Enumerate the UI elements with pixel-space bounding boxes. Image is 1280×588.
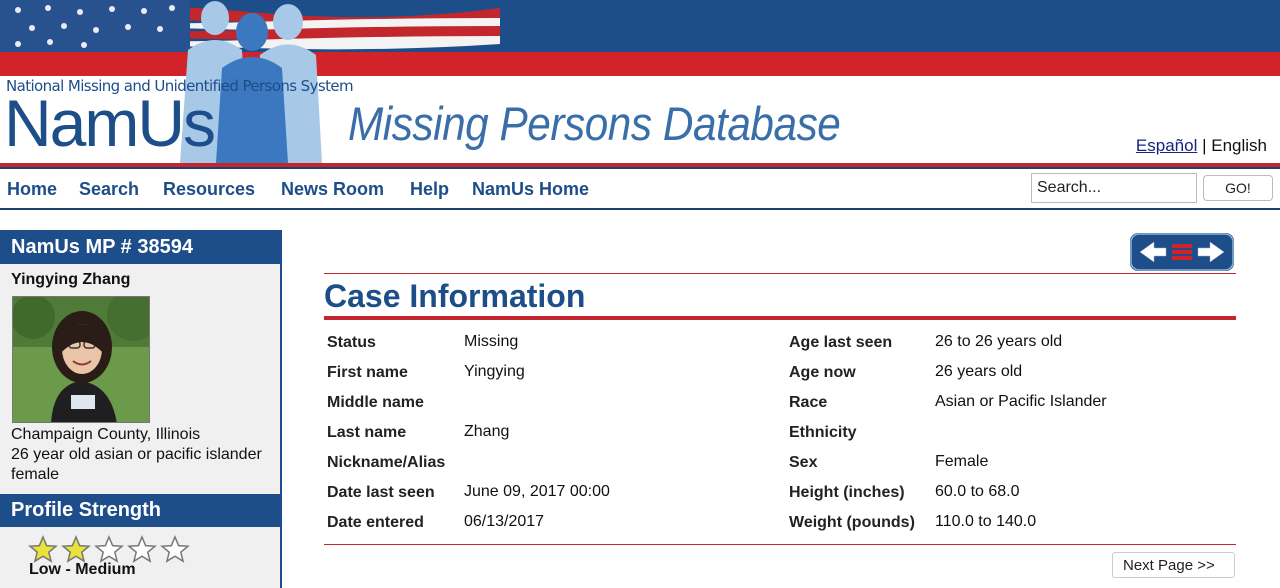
field-label: Middle name xyxy=(327,394,424,411)
language-switcher xyxy=(1136,136,1267,156)
nav-help[interactable]: Help xyxy=(410,179,450,199)
star-empty-icon xyxy=(126,535,158,563)
case-top-rule xyxy=(324,273,1236,274)
field-label: Nickname/Alias xyxy=(327,454,446,471)
nav-search[interactable]: Search xyxy=(79,179,140,199)
lang-espanol-link[interactable]: Español xyxy=(1135,136,1198,155)
field-label: Age now xyxy=(789,364,856,381)
photo-image xyxy=(13,297,150,423)
nav-divider xyxy=(0,208,1280,210)
person-location: Champaign County, Illinois xyxy=(11,426,201,443)
field-value: Yingying xyxy=(464,363,525,380)
field-label: Age last seen xyxy=(789,334,893,351)
nav-news-room[interactable]: News Room xyxy=(281,179,385,199)
nav-resources[interactable]: Resources xyxy=(163,179,256,199)
field-label: Date entered xyxy=(327,514,424,531)
field-label: Date last seen xyxy=(327,484,435,501)
field-value: Missing xyxy=(464,333,519,350)
page-banner-title: Missing Persons Database xyxy=(348,97,841,150)
case-info-title: Case Information xyxy=(324,278,586,314)
system-name: National Missing and Unidentified Persons System xyxy=(6,77,354,95)
star-empty-icon xyxy=(159,535,191,563)
lang-english[interactable]: English xyxy=(1211,136,1267,155)
star-empty-icon xyxy=(93,535,125,563)
search-go-button[interactable]: GO! xyxy=(1203,175,1273,201)
next-page-button[interactable]: Next Page >> xyxy=(1112,552,1235,578)
lang-separator: | xyxy=(1197,136,1212,155)
field-label: Status xyxy=(327,334,376,351)
field-label: Weight (pounds) xyxy=(789,514,915,531)
profile-strength-heading: Profile Strength xyxy=(0,494,280,527)
case-title-rule xyxy=(324,316,1236,320)
field-value: June 09, 2017 00:00 xyxy=(464,483,610,500)
field-value: 60.0 to 68.0 xyxy=(935,483,1020,500)
field-label: First name xyxy=(327,364,408,381)
field-value: 110.0 to 140.0 xyxy=(935,513,1037,530)
person-photo[interactable] xyxy=(12,296,150,423)
field-value: 26 to 26 years old xyxy=(935,333,1063,350)
namus-logo[interactable]: NamUs xyxy=(4,86,215,160)
star-filled-icon xyxy=(27,535,59,563)
prev-list-next-arrows-icon xyxy=(1130,233,1234,271)
field-value: Asian or Pacific Islander xyxy=(935,393,1107,410)
field-value: 26 years old xyxy=(935,363,1023,380)
person-description: 26 year old asian or pacific islander female xyxy=(11,446,262,483)
profile-strength-label: Low - Medium xyxy=(29,561,136,578)
nav-home[interactable]: Home xyxy=(7,179,58,199)
case-sidebar xyxy=(0,230,282,588)
profile-strength-rating xyxy=(27,535,191,563)
record-navigation-buttons[interactable] xyxy=(1130,233,1234,271)
search-input[interactable] xyxy=(1031,173,1197,203)
field-label: Sex xyxy=(789,454,818,471)
field-label: Height (inches) xyxy=(789,484,905,501)
field-label: Race xyxy=(789,394,828,411)
case-number-heading: NamUs MP # 38594 xyxy=(0,230,280,264)
main-nav xyxy=(0,169,1280,209)
field-label: Ethnicity xyxy=(789,424,857,441)
field-value: Zhang xyxy=(464,423,510,440)
field-value: 06/13/2017 xyxy=(464,513,545,530)
nav-namus-home[interactable]: NamUs Home xyxy=(472,179,590,199)
person-name: Yingying Zhang xyxy=(11,271,131,288)
field-value: Female xyxy=(935,453,989,470)
case-bottom-rule xyxy=(324,544,1236,545)
site-header xyxy=(0,0,1280,168)
field-label: Last name xyxy=(327,424,407,441)
star-filled-icon xyxy=(60,535,92,563)
